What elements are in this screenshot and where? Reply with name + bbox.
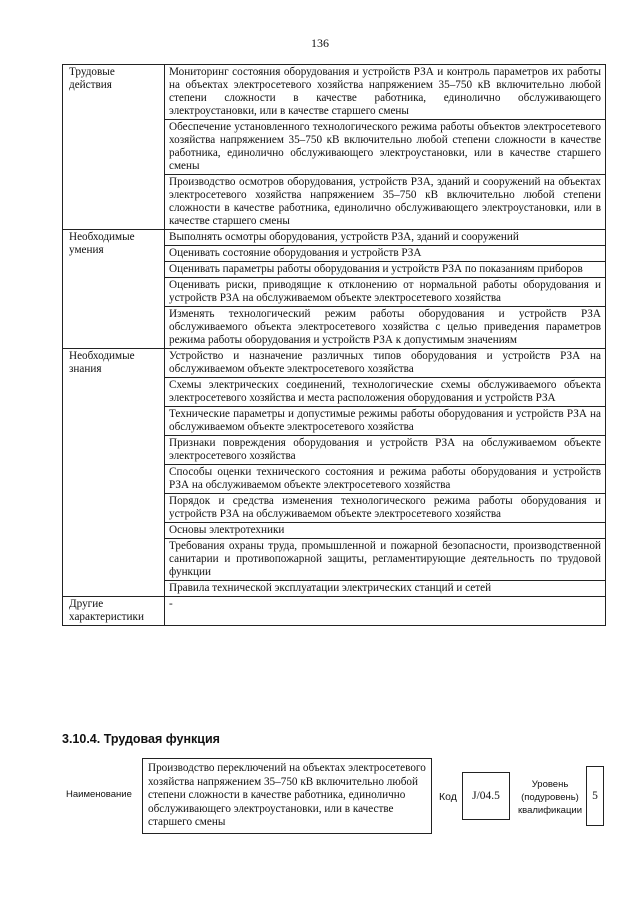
table-cell: Схемы электрических соединений, технологические схемы обслуживаемого объекта электросетевого хозяйства и места расположения оборудования и устройств РЗА: [165, 378, 606, 407]
code-label: Код: [439, 791, 457, 803]
row-label-actions: Трудовые действия: [63, 65, 165, 230]
row-label-other: Другие характеристики: [63, 597, 165, 626]
table-cell: Правила технической эксплуатации электрических станций и сетей: [165, 581, 606, 597]
table-cell: Оценивать параметры работы оборудования и устройств РЗА по показаниям приборов: [165, 262, 606, 278]
table-cell: Выполнять осмотры оборудования, устройств РЗА, зданий и сооружений: [165, 230, 606, 246]
table-cell: Порядок и средства изменения технологического режима работы оборудования и устройств РЗА на обслуживаемом объекте электросетевого хозяйства: [165, 494, 606, 523]
table-row: [63, 230, 606, 246]
table-cell: Изменять технологический режим работы оборудования и устройств РЗА обслуживаемого объекта электросетевого хозяйства с целью приведения параметров режима работы оборудования и устройств РЗА к допустимым значениям: [165, 307, 606, 349]
table-cell: -: [165, 597, 606, 626]
row-label-skills: Необходимые умения: [63, 230, 165, 349]
table-cell: Технические параметры и допустимые режимы работы оборудования и устройств РЗА на обслуживаемом объекте электросетевого хозяйства: [165, 407, 606, 436]
page-number: 136: [311, 36, 329, 50]
row-label-knowledge: Необходимые знания: [63, 349, 165, 597]
table-row: [63, 65, 606, 120]
table-cell: Устройство и назначение различных типов оборудования и устройств РЗА на обслуживаемом объекте электросетевого хозяйства: [165, 349, 606, 378]
section-title: 3.10.4. Трудовая функция: [62, 732, 220, 746]
table-cell: Производство осмотров оборудования, устройств РЗА, зданий и сооружений на объектах электросетевого хозяйства напряжением 35–750 кВ включительно любой степени сложности в качестве работника, единолично обслуживающего электроустановки, или в качестве старшего смены: [165, 175, 606, 230]
qualification-level: 5: [586, 766, 604, 826]
requirements-table: [62, 64, 606, 626]
table-cell: Оценивать риски, приводящие к отклонению от нормальной работы оборудования и устройств РЗА на обслуживаемом объекте электросетевого хозяйства: [165, 278, 606, 307]
table-cell: Основы электротехники: [165, 523, 606, 539]
table-cell: Требования охраны труда, промышленной и пожарной безопасности, производственной санитарии и противопожарной защиты, регламентирующие деятельность по трудовой функции: [165, 539, 606, 581]
level-label: Уровень (подуровень) квалификации: [517, 779, 583, 816]
table-row: [63, 597, 606, 626]
table-row: [63, 349, 606, 378]
table-cell: Оценивать состояние оборудования и устройств РЗА: [165, 246, 606, 262]
function-name: Производство переключений на объектах электросетевого хозяйства напряжением 35–750 кВ включительно любой степени сложности в качестве работника, единолично обслуживающего электроустановки, или в качестве старшего смены: [142, 758, 432, 834]
table-cell: Мониторинг состояния оборудования и устройств РЗА и контроль параметров их работы на объектах электросетевого хозяйства напряжением 35–750 кВ включительно любой степени сложности в качестве работника, единолично обслуживающего электроустановки, или в качестве старшего смены: [165, 65, 606, 120]
table-cell: Признаки повреждения оборудования и устройств РЗА на обслуживаемом объекте электросетевого хозяйства: [165, 436, 606, 465]
function-header: [62, 758, 610, 838]
table-cell: Способы оценки технического состояния и режима работы оборудования и устройств РЗА на обслуживаемом объекте электросетевого хозяйства: [165, 465, 606, 494]
table-cell: Обеспечение установленного технологического режима работы объектов электросетевого хозяйства напряжением 35–750 кВ включительно любой степени сложности в качестве работника, единолично обслуживающего электроустановки, или в качестве старшего смены: [165, 120, 606, 175]
function-code: J/04.5: [462, 772, 510, 820]
name-label: Наименование: [66, 789, 132, 800]
